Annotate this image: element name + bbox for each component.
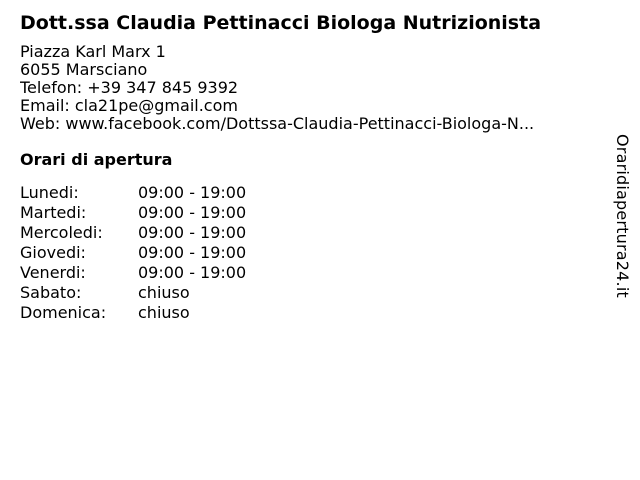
hours-row-thursday xyxy=(20,243,600,263)
day-label: Venerdi: xyxy=(20,263,86,282)
opening-hours-heading: Orari di apertura xyxy=(20,150,173,169)
hours-row-monday xyxy=(20,183,600,203)
day-label: Domenica: xyxy=(20,303,107,322)
hours-row-sunday xyxy=(20,303,600,323)
site-watermark: Oraridiapertura24.it xyxy=(613,134,632,298)
day-hours: chiuso xyxy=(138,303,190,322)
day-label: Martedi: xyxy=(20,203,87,222)
city-postcode: 6055 Marsciano xyxy=(20,61,148,79)
listing-card xyxy=(20,10,600,323)
hours-row-wednesday xyxy=(20,223,600,243)
email-address: Email: cla21pe@gmail.com xyxy=(20,97,238,115)
hours-row-saturday xyxy=(20,283,600,303)
day-hours: 09:00 - 19:00 xyxy=(138,243,247,262)
opening-hours-table xyxy=(20,183,600,323)
day-hours: 09:00 - 19:00 xyxy=(138,203,247,222)
phone-number: Telefon: +39 347 845 9392 xyxy=(20,79,239,97)
day-hours: 09:00 - 19:00 xyxy=(138,263,247,282)
hours-row-friday xyxy=(20,263,600,283)
day-label: Giovedi: xyxy=(20,243,86,262)
day-hours: 09:00 - 19:00 xyxy=(138,223,247,242)
hours-row-tuesday xyxy=(20,203,600,223)
day-label: Mercoledi: xyxy=(20,223,103,242)
business-name: Dott.ssa Claudia Pettinacci Biologa Nutrizionista xyxy=(20,12,542,34)
day-hours: 09:00 - 19:00 xyxy=(138,183,247,202)
website-link[interactable]: Web: www.facebook.com/Dottssa-Claudia-Pettinacci-Biologa-N... xyxy=(20,115,535,133)
day-hours: chiuso xyxy=(138,283,190,302)
address-block xyxy=(20,43,600,133)
day-label: Lunedi: xyxy=(20,183,79,202)
street-address: Piazza Karl Marx 1 xyxy=(20,43,166,61)
day-label: Sabato: xyxy=(20,283,82,302)
